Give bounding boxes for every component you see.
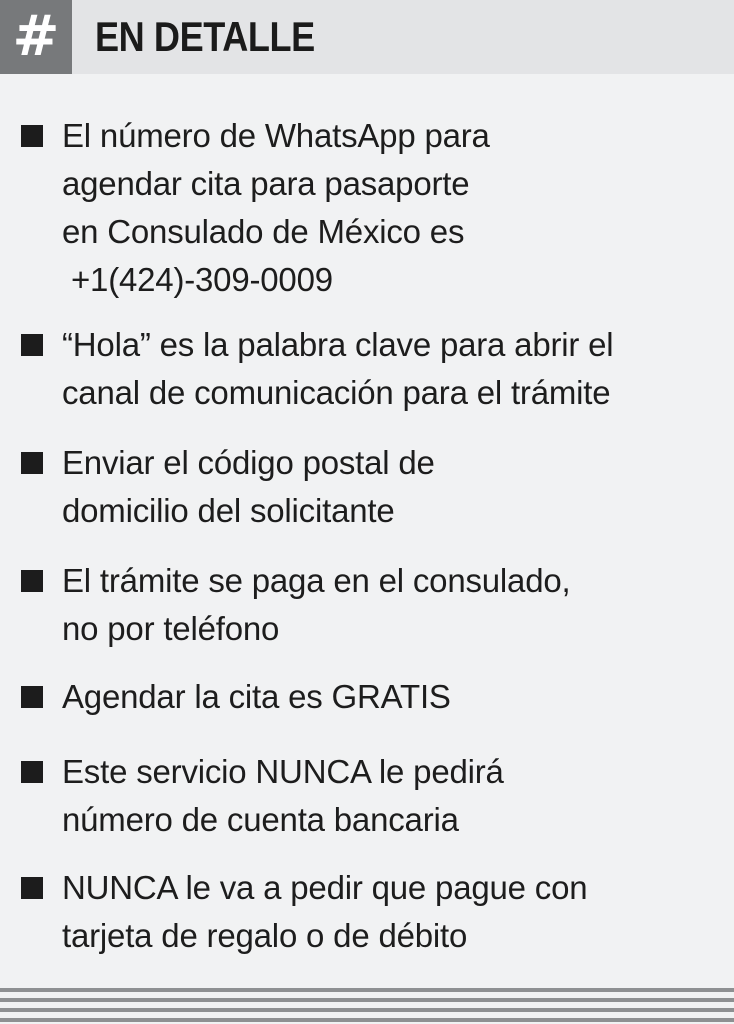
list-item-text: El trámite se paga en el consulado, no por teléfono (62, 562, 571, 647)
square-bullet-icon (21, 686, 43, 708)
bottom-rules (0, 988, 734, 1024)
list-item-text: El número de WhatsApp para agendar cita para pasaporte en Consulado de México es +1(424)-309-0009 (62, 117, 490, 298)
square-bullet-icon (21, 570, 43, 592)
square-bullet-icon (21, 452, 43, 474)
box-title: EN DETALLE (95, 13, 315, 60)
list-item-text: NUNCA le va a pedir que pague con tarjeta de regalo o de débito (62, 869, 588, 954)
list-item-text: Este servicio NUNCA le pedirá número de cuenta bancaria (62, 753, 504, 838)
divider (0, 1018, 734, 1022)
square-bullet-icon (21, 761, 43, 783)
square-bullet-icon (21, 334, 43, 356)
divider (0, 1008, 734, 1012)
list-item-text: Agendar la cita es GRATIS (62, 678, 451, 715)
divider (0, 998, 734, 1002)
hashtag-icon: # (0, 0, 72, 74)
divider (0, 988, 734, 992)
box-header (0, 0, 734, 74)
list-item-text: Enviar el código postal de domicilio del solicitante (62, 444, 435, 529)
list-item-text: “Hola” es la palabra clave para abrir el canal de comunicación para el trámite (62, 326, 614, 411)
square-bullet-icon (21, 877, 43, 899)
square-bullet-icon (21, 125, 43, 147)
